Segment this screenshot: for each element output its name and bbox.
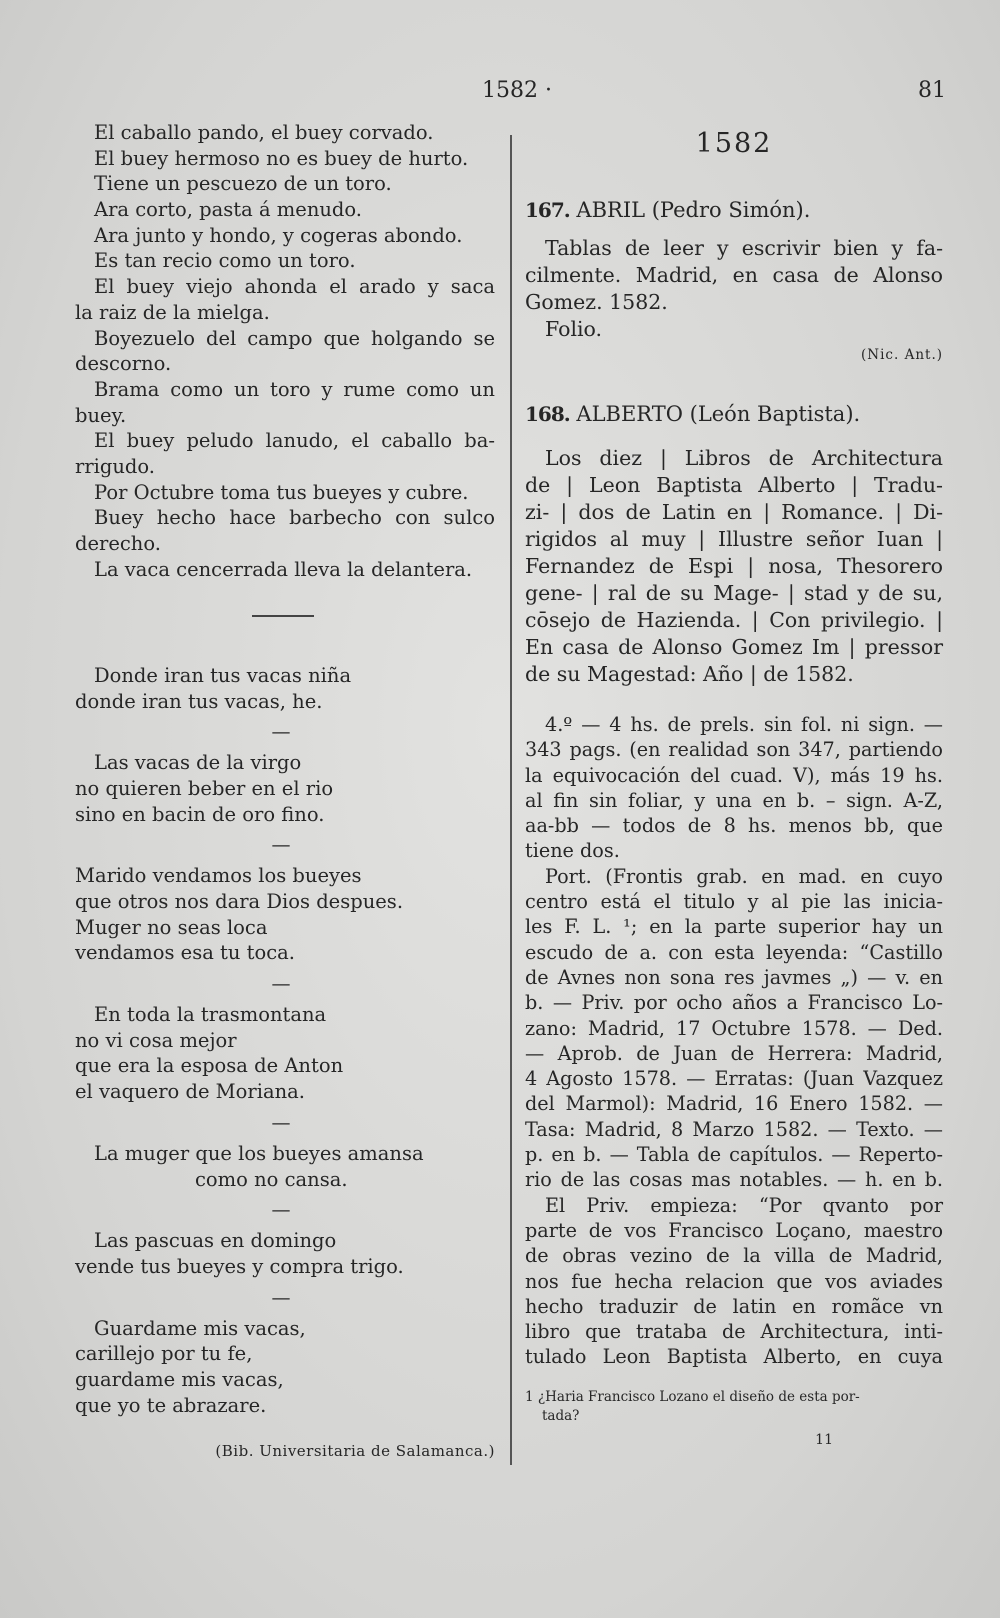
verse-line: La muger que los bueyes amansa bbox=[94, 1141, 424, 1165]
verse-line: que yo te abrazare. bbox=[75, 1393, 267, 1417]
proverb-line: derecho. bbox=[75, 532, 161, 555]
title-line: gene- | ral de su Mage- | stad y de su, bbox=[525, 581, 943, 605]
verse-line: vende tus bueyes y compra trigo. bbox=[75, 1254, 404, 1278]
proverb-line: La vaca cencerrada lleva la delantera. bbox=[94, 557, 473, 581]
footnote-line: 1 ¿Haria Francisco Lozano el diseño de esta por- bbox=[525, 1388, 860, 1405]
description-line: centro está el titulo y al pie las inicia- bbox=[525, 890, 943, 914]
entry-author: ABRIL (Pedro Simón). bbox=[576, 198, 811, 222]
title-line: de su Magestad: Año | de 1582. bbox=[525, 662, 854, 686]
verse-line: En toda la trasmontana bbox=[94, 1003, 327, 1027]
verse-line: que era la esposa de Anton bbox=[75, 1054, 344, 1078]
description-line: El Priv. empieza: “Por qvanto por bbox=[545, 1193, 943, 1217]
stanza bbox=[75, 863, 495, 966]
proverb-line: Es tan recio como un toro. bbox=[94, 249, 356, 273]
proverb-line: Boyezuelo del campo que holgando se bbox=[94, 326, 495, 350]
stanza-divider: — bbox=[271, 834, 291, 857]
description-line: del Marmol): Madrid, 16 Enero 1582. — bbox=[525, 1092, 943, 1116]
proverb-line: El buey hermoso no es buey de hurto. bbox=[94, 146, 469, 170]
entry-author: ALBERTO (León Baptista). bbox=[576, 402, 861, 426]
proverb-line: Ara corto, pasta á menudo. bbox=[94, 198, 363, 222]
title-line: Los diez | Libros de Architectura bbox=[545, 446, 943, 470]
title-line: cilmente. Madrid, en casa de Alonso bbox=[525, 263, 943, 287]
verse-line: vendamos esa tu toca. bbox=[75, 941, 295, 965]
proverb-line: buey. bbox=[75, 403, 127, 427]
proverb-line: El caballo pando, el buey corvado. bbox=[94, 121, 434, 144]
stanza-divider: — bbox=[271, 1111, 291, 1134]
proverb-line: Tiene un pescuezo de un toro. bbox=[94, 172, 392, 196]
title-line: Fernandez de Espi | nosa, Thesorero bbox=[525, 554, 943, 578]
description-line: Tasa: Madrid, 8 Marzo 1582. — Texto. — bbox=[525, 1117, 943, 1141]
description-line: 4.º — 4 hs. de prels. sin fol. ni sign. — bbox=[545, 713, 943, 736]
proverb-line: descorno. bbox=[75, 352, 172, 376]
title-line: zi- | dos de Latin en | Romance. | Di- bbox=[525, 500, 943, 524]
right-column bbox=[525, 120, 943, 1448]
title-line: rigidos al muy | Illustre señor Iuan | bbox=[525, 527, 943, 551]
verse-line: sino en bacin de oro fino. bbox=[75, 802, 325, 826]
description-line: parte de vos Francisco Loçano, maestro bbox=[525, 1218, 943, 1242]
entry-number: 168. bbox=[525, 402, 570, 426]
description-line: al fin sin foliar, y una en b. – sign. A-Z, bbox=[525, 788, 943, 812]
signature-mark: 11 bbox=[815, 1431, 833, 1448]
entry-title bbox=[525, 445, 943, 688]
stanza-divider: — bbox=[271, 1286, 291, 1309]
section-divider bbox=[252, 615, 314, 617]
column-rule bbox=[510, 135, 512, 1465]
stanza-divider: — bbox=[271, 1199, 291, 1222]
verse-line: como no cansa. bbox=[195, 1167, 348, 1191]
entry-title bbox=[525, 235, 943, 343]
stanza bbox=[75, 1316, 495, 1419]
description-line: de obras vezino de la villa de Madrid, bbox=[525, 1244, 943, 1268]
entry-168 bbox=[525, 397, 943, 1370]
source-citation: (Bib. Universitaria de Salamanca.) bbox=[215, 1442, 495, 1461]
proverb-line: El buey viejo ahonda el arado y saca bbox=[94, 275, 495, 299]
verse-line: Marido vendamos los bueyes bbox=[75, 864, 362, 888]
stanza-divider: — bbox=[271, 721, 291, 744]
verse-line: Donde iran tus vacas niña bbox=[94, 663, 352, 687]
title-line: Tablas de leer y escrivir bien y fa- bbox=[545, 236, 943, 260]
description-line: la equivocación del cuad. V), más 19 hs. bbox=[525, 763, 943, 787]
description-line: nos fue hecha relacion que vos aviades bbox=[525, 1269, 943, 1293]
section-title: 1582 bbox=[695, 128, 773, 159]
description-line: escudo de a. con esta leyenda: “Castillo bbox=[525, 940, 943, 964]
verse-line: donde iran tus vacas, he. bbox=[75, 689, 323, 713]
description-line: hecho traduzir de latin en romãce vn bbox=[525, 1294, 943, 1318]
title-line: Gomez. 1582. bbox=[525, 290, 668, 314]
verse-line: guardame mis vacas, bbox=[75, 1367, 284, 1391]
footnote-line: tada? bbox=[542, 1407, 580, 1424]
stanza bbox=[75, 1002, 495, 1105]
stanza bbox=[75, 750, 495, 827]
description-line: les F. L. ¹; en la parte superior hay un bbox=[525, 915, 943, 939]
proverb-line: El buey peludo lanudo, el caballo ba- bbox=[94, 429, 495, 453]
entry-167 bbox=[525, 193, 943, 363]
description-line: de Avnes non sona res javmes „) — v. en bbox=[525, 965, 943, 989]
stanza bbox=[75, 1141, 495, 1192]
verse-line: Guardame mis vacas, bbox=[94, 1316, 306, 1340]
proverb-list bbox=[75, 120, 495, 582]
format-line: Folio. bbox=[545, 317, 603, 341]
description-line: tiene dos. bbox=[525, 839, 620, 863]
description-line: libro que trataba de Architectura, inti- bbox=[525, 1320, 943, 1344]
stanza-divider: — bbox=[271, 973, 291, 996]
proverb-line: Buey hecho hace barbecho con sulco bbox=[94, 506, 495, 530]
description-line: — Aprob. de Juan de Herrera: Madrid, bbox=[525, 1041, 943, 1065]
description-line: tulado Leon Baptista Alberto, en cuya bbox=[525, 1345, 943, 1369]
left-column bbox=[75, 120, 495, 1460]
verse-line: carillejo por tu fe, bbox=[75, 1342, 253, 1366]
footnote bbox=[525, 1388, 943, 1426]
entry-description bbox=[525, 712, 943, 1370]
proverb-line: rrigudo. bbox=[75, 454, 155, 478]
title-line: En casa de Alonso Gomez Im | pressor bbox=[525, 635, 943, 659]
verse-line: no vi cosa mejor bbox=[75, 1028, 237, 1052]
description-line: rio de las cosas mas notables. — h. en b. bbox=[525, 1168, 943, 1192]
proverb-line: Por Octubre toma tus bueyes y cubre. bbox=[94, 480, 469, 504]
description-line: 4 Agosto 1578. — Erratas: (Juan Vazquez bbox=[525, 1067, 943, 1091]
proverb-line: Ara junto y hondo, y cogeras abondo. bbox=[94, 223, 463, 247]
description-line: p. en b. — Tabla de capítulos. — Reperto- bbox=[525, 1143, 943, 1167]
verse-line: que otros nos dara Dios despues. bbox=[75, 890, 404, 913]
entry-source: (Nic. Ant.) bbox=[861, 347, 943, 363]
description-line: Port. (Frontis grab. en mad. en cuyo bbox=[545, 864, 943, 888]
verse-line: el vaquero de Moriana. bbox=[75, 1080, 305, 1104]
entry-number: 167. bbox=[525, 198, 570, 222]
verse-line: no quieren beber en el rio bbox=[75, 776, 334, 800]
verse-line: Las vacas de la virgo bbox=[94, 751, 302, 775]
proverb-line: Brama como un toro y rume como un bbox=[94, 377, 495, 401]
entry-heading bbox=[525, 397, 943, 431]
verse-line: Muger no seas loca bbox=[75, 915, 268, 939]
running-header-year: 1582 · bbox=[482, 78, 552, 103]
stanza bbox=[75, 663, 495, 714]
stanza bbox=[75, 1228, 495, 1279]
description-line: b. — Priv. por ocho años a Francisco Lo- bbox=[525, 991, 943, 1015]
title-line: cōsejo de Hazienda. | Con privilegio. | bbox=[525, 608, 943, 632]
proverb-line: la raiz de la mielga. bbox=[75, 300, 270, 324]
description-line: 343 pags. (en realidad son 347, partiendo bbox=[525, 738, 943, 762]
title-line: de | Leon Baptista Alberto | Tradu- bbox=[525, 473, 943, 497]
verse-line: Las pascuas en domingo bbox=[94, 1229, 337, 1253]
description-line: aa-bb — todos de 8 hs. menos bb, que bbox=[525, 814, 943, 838]
description-line: zano: Madrid, 17 Octubre 1578. — Ded. bbox=[525, 1016, 943, 1040]
entry-heading bbox=[525, 193, 943, 227]
page-number: 81 bbox=[918, 78, 946, 103]
